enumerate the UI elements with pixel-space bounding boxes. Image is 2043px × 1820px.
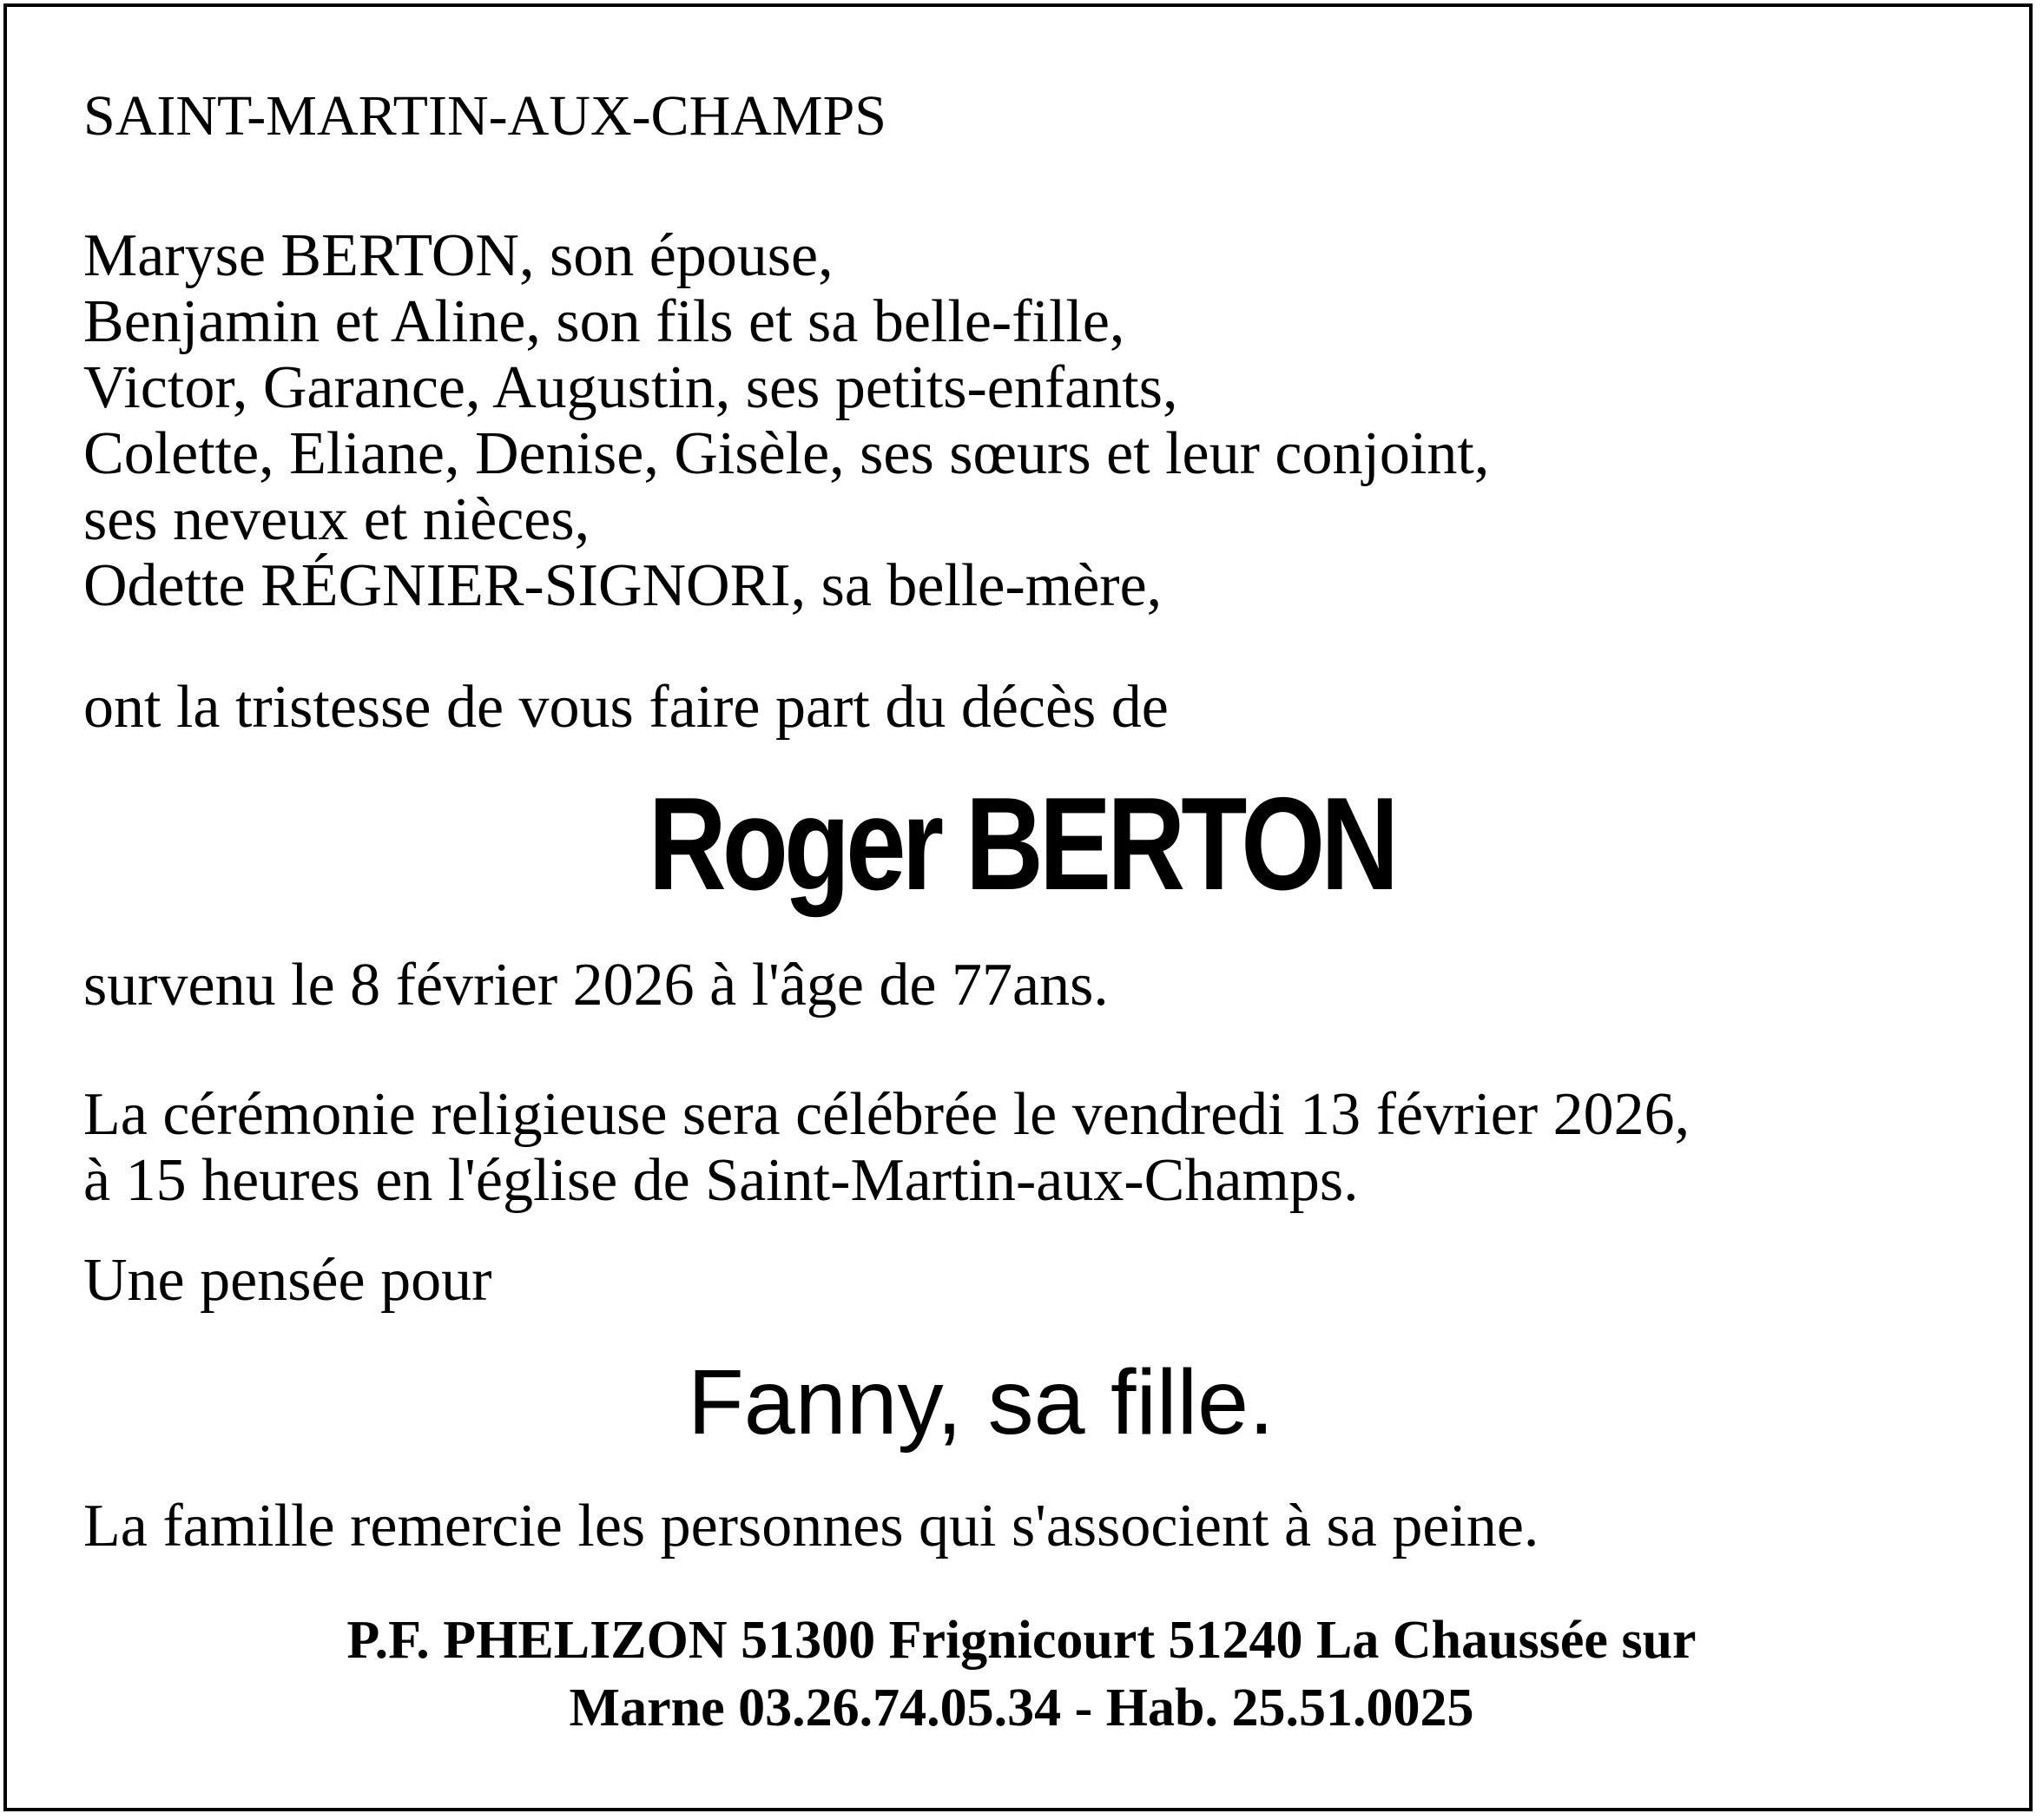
funeral-home-line: Marne 03.26.74.05.34 - Hab. 25.51.0025 — [569, 1678, 1474, 1738]
thanks-message: La famille remercie les personnes qui s'associent à sa peine. — [83, 1493, 1539, 1560]
announcement-intro: ont la tristesse de vous faire part du décès de — [83, 674, 1169, 741]
thought-intro: Une pensée pour — [83, 1247, 492, 1314]
funeral-home-line: P.F. PHELIZON 51300 Frignicourt 51240 La Chaussée sur — [346, 1611, 1697, 1670]
funeral-home-contact — [0, 1606, 2043, 1742]
family-line: Victor, Garance, Augustin, ses petits-enfants, — [83, 354, 1178, 421]
family-line: Odette RÉGNIER-SIGNORI, sa belle-mère, — [83, 552, 1163, 619]
deceased-name: Roger BERTON — [648, 770, 1395, 918]
location-heading: SAINT-MARTIN-AUX-CHAMPS — [83, 84, 886, 148]
family-line: Colette, Eliane, Denise, Gisèle, ses sœurs et leur conjoint, — [83, 420, 1490, 487]
ceremony-info — [83, 1082, 1690, 1214]
family-line: Maryse BERTON, son épouse, — [83, 222, 834, 289]
death-info: survenu le 8 février 2026 à l'âge de 77ans. — [83, 952, 1109, 1019]
thought-name: Fanny, sa fille. — [688, 1351, 1275, 1454]
ceremony-line: à 15 heures en l'église de Saint-Martin-aux-Champs. — [83, 1147, 1359, 1214]
ceremony-line: La cérémonie religieuse sera célébrée le vendredi 13 février 2026, — [83, 1081, 1690, 1148]
family-line: ses neveux et nièces, — [83, 486, 590, 553]
family-line: Benjamin et Aline, son fils et sa belle-fille, — [83, 288, 1125, 355]
family-list — [83, 223, 1489, 619]
